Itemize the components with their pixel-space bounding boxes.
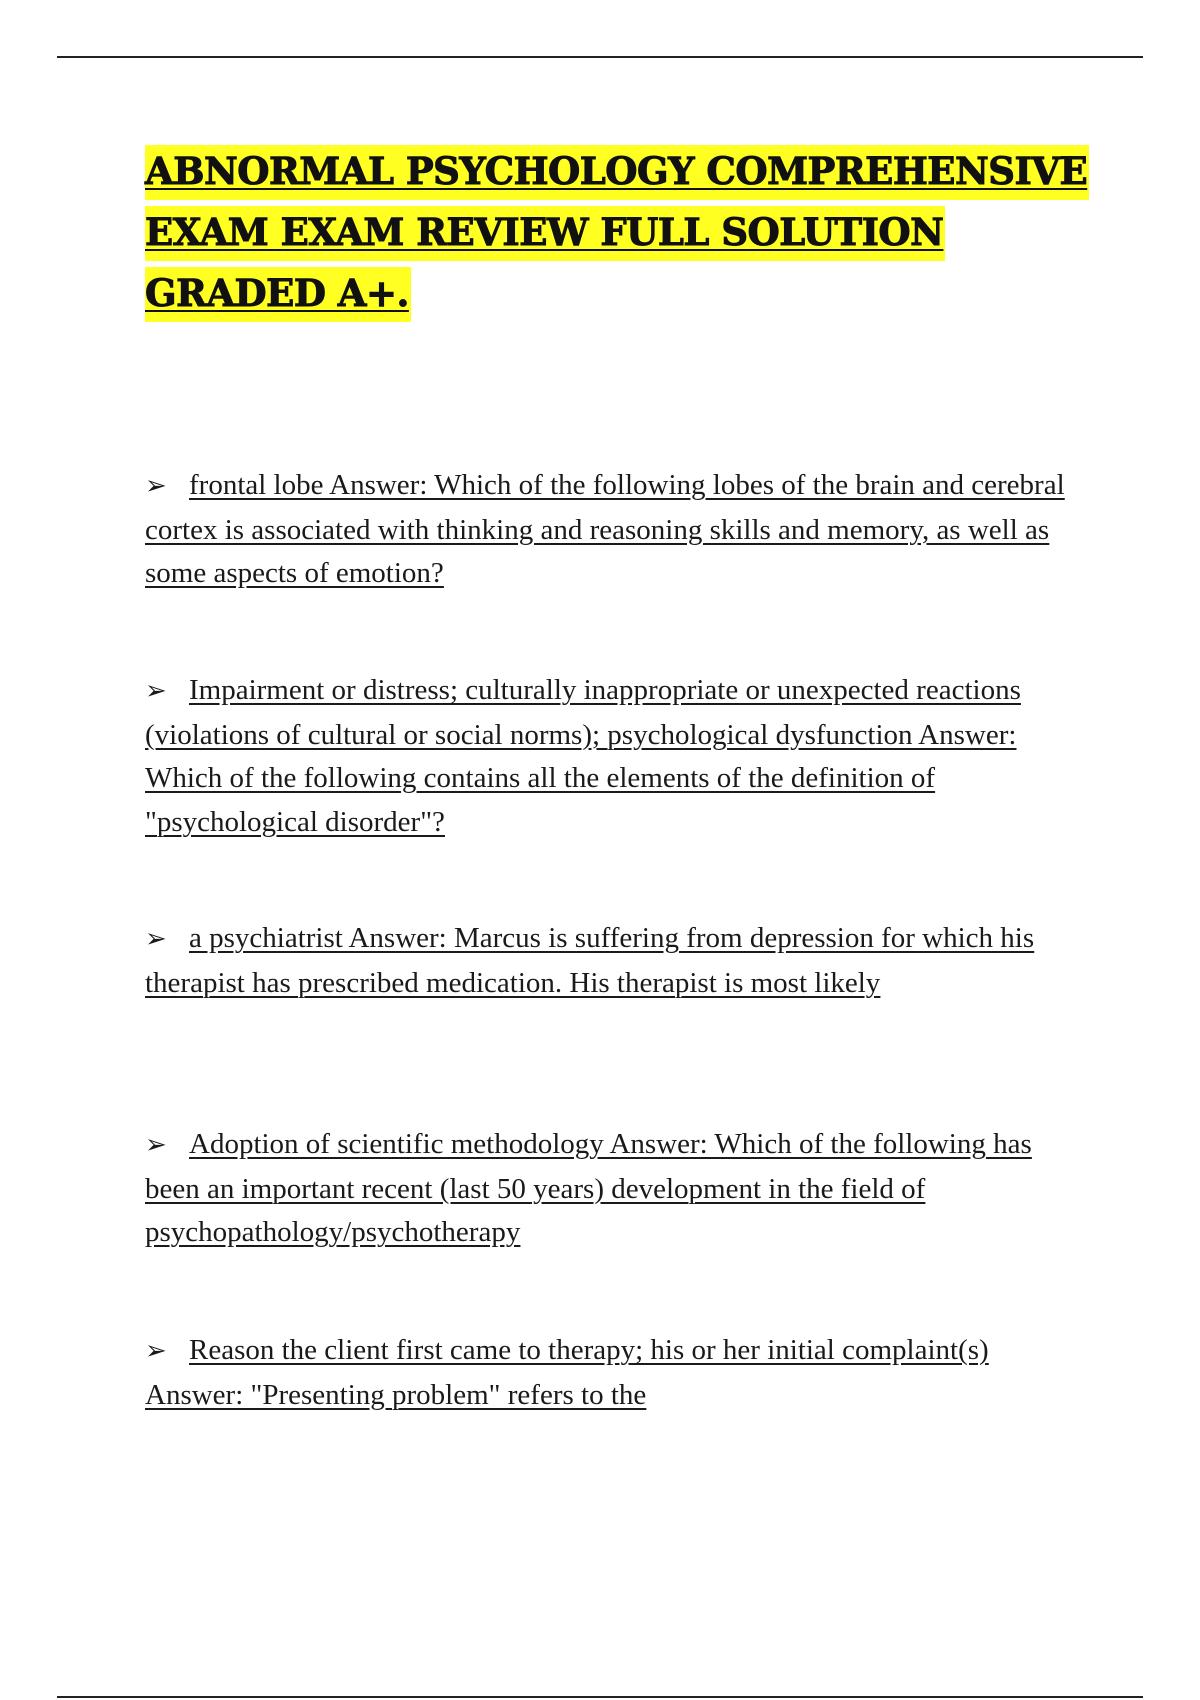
qa-item-2: [145, 669, 1075, 844]
title-line: [145, 267, 1065, 328]
qa-item-1: [145, 464, 1075, 596]
title-line-1: ABNORMAL PSYCHOLOGY COMPREHENSIVE: [145, 145, 1089, 200]
qa-text: Reason the client first came to therapy; his or her initial complaint(s) Answer: "Presenting problem" refers to the: [145, 1334, 989, 1411]
qa-text: Impairment or distress; culturally inappropriate or unexpected reactions (violations of cultural or social norms); psychological dysfunction Answer: Which of the following contains all the elements of the definition of "psychological disorder"?: [145, 674, 1021, 838]
qa-item-3: [145, 917, 1075, 1005]
qa-text: a psychiatrist Answer: Marcus is suffering from depression for which his therapist has prescribed medication. His therapist is most likely: [145, 922, 1035, 999]
arrow-bullet-icon: ➢: [145, 924, 167, 954]
top-rule: [57, 56, 1143, 58]
title-line-2: EXAM EXAM REVIEW FULL SOLUTION: [145, 206, 945, 261]
arrow-bullet-icon: ➢: [145, 471, 167, 501]
arrow-bullet-icon: ➢: [145, 676, 167, 706]
qa-text: Adoption of scientific methodology Answer: Which of the following has been an important recent (last 50 years) development in the field of psychopathology/psychotherapy: [145, 1128, 1032, 1248]
qa-item-5: [145, 1329, 1075, 1417]
title-line: [145, 206, 1065, 267]
arrow-bullet-icon: ➢: [145, 1336, 167, 1366]
bottom-rule: [57, 1696, 1143, 1698]
arrow-bullet-icon: ➢: [145, 1130, 167, 1160]
document-title: [145, 145, 1088, 328]
qa-item-4: [145, 1123, 1075, 1255]
title-line: [145, 145, 1088, 206]
qa-text: frontal lobe Answer: Which of the following lobes of the brain and cerebral cortex is associated with thinking and reasoning skills and memory, as well as some aspects of emotion?: [145, 469, 1065, 589]
title-line-3: GRADED A+.: [145, 267, 411, 322]
